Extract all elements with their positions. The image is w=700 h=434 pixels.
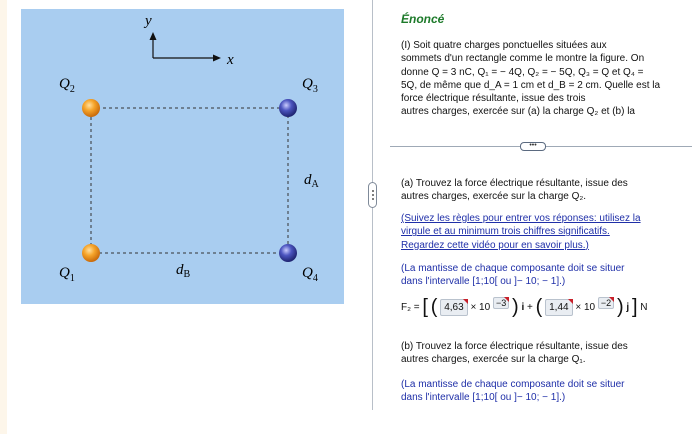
mantissa-note-a [401,262,691,289]
x-mantissa-input[interactable]: 4,63 [440,299,467,316]
label-q2: $Q_2$ [59,76,75,95]
charge-q4 [279,244,297,262]
times-ten: × 10 [470,301,491,313]
answer-rules-link[interactable] [401,212,691,252]
rules-line[interactable]: (Suivez les règles pour entrer vos réponses: utilisez la [401,213,641,224]
left-edge-strip [0,0,7,434]
label-q3: $Q_3$ [302,76,318,95]
note-line: dans l'intervalle [1;10[ ou ]− 10; − 1].) [401,276,566,288]
mantissa-note-b [401,378,691,405]
plus-sign: + [527,301,533,313]
problem-heading: Énoncé [401,12,445,26]
statement-line: 5Q, de même que d_A = 1 cm et d_B = 2 cm. Quelle est la [401,79,661,91]
y-axis-arrow [150,32,157,40]
part-b-question [401,340,691,367]
expand-statement-button[interactable]: ••• [520,142,546,151]
y-exponent-input[interactable]: −2 [598,297,614,309]
dashed-rectangle [91,108,288,253]
charges-figure [21,9,344,304]
label-db: $d_B$ [176,262,191,280]
x-axis-label: x [227,52,234,68]
question-line: (a) Trouvez la force électrique résultante, issue des [401,178,628,189]
y-axis-label: y [145,13,152,29]
x-exponent-input[interactable]: −3 [493,297,509,309]
rules-line[interactable]: Regardez cette vidéo pour en savoir plus.) [401,239,589,251]
unit-label: N [640,301,648,313]
charge-q1 [82,244,100,262]
charge-q3 [279,99,297,117]
statement-line: donne Q = 3 nC, Q₁ = − 4Q, Q₂ = − 5Q, Q₃ = Q et Q₄ = [401,66,644,78]
note-line: (La mantisse de chaque composante doit se situer [401,263,625,274]
part-a-question [401,177,691,204]
label-da: $d_A$ [304,172,319,190]
bracket-open: [ [422,296,428,318]
question-line: (b) Trouvez la force électrique résultante, issue des [401,341,628,352]
label-q1: $Q_1$ [59,265,75,284]
label-q4: $Q_4$ [302,265,318,284]
note-line: (La mantisse de chaque composante doit se situer [401,379,625,390]
paren-close: ) [512,296,519,318]
resize-handle[interactable] [368,182,377,208]
question-line: autres charges, exercée sur la charge Q₁. [401,354,586,366]
rules-line[interactable]: virgule et au minimum trois chiffres significatifs. [401,226,610,238]
question-line: autres charges, exercée sur la charge Q₂. [401,191,587,203]
charge-q2 [82,99,100,117]
statement-line: force électrique résultante, issue des trois [401,93,586,105]
times-ten: × 10 [575,301,596,313]
paren-close: ) [616,296,624,318]
statement-line: (I) Soit quatre charges ponctuelles situées aux [401,40,607,51]
j-unit-vector: j [626,301,630,313]
charges-diagram [21,9,344,304]
bracket-close: ] [631,296,638,318]
statement-line: sommets d'un rectangle comme le montre la figure. On [401,53,645,65]
statement-line: autres charges, exercée sur (a) la charge Q₂ et (b) la [401,106,635,118]
force-equation [401,297,648,325]
x-axis-arrow [213,55,221,62]
note-line: dans l'intervalle [1;10[ ou ]− 10; − 1].) [401,392,566,404]
paren-open: ( [430,296,438,318]
problem-statement [401,39,691,119]
y-mantissa-input[interactable]: 1,44 [545,299,572,316]
axes [143,13,234,68]
i-unit-vector: i [521,301,525,313]
equation-lhs: F₂ = [401,301,420,313]
paren-open: ( [535,296,543,318]
